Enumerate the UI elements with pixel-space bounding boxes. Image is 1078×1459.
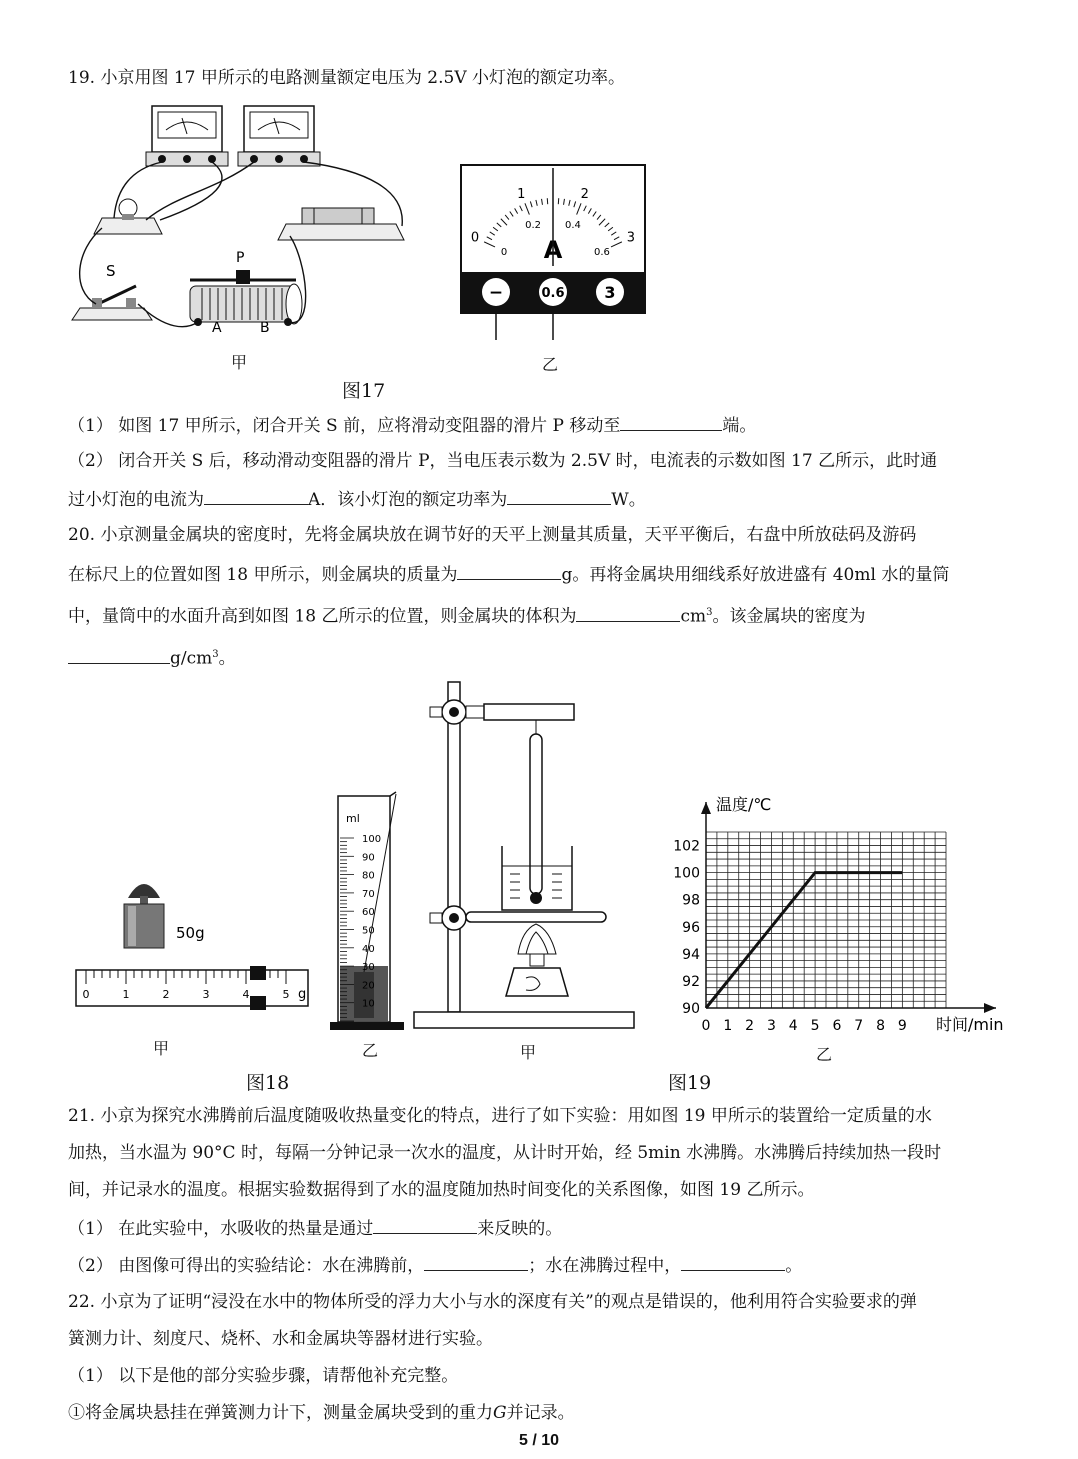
rider-top — [250, 966, 266, 980]
page-number: 5 / 10 — [518, 1432, 560, 1449]
dial-small-tick: 0 — [500, 247, 508, 259]
metal-block — [354, 972, 374, 1018]
chart-x-tick: 4 — [788, 1018, 798, 1034]
chart-x-tick: 2 — [745, 1018, 755, 1034]
chart-x-tick: 6 — [832, 1018, 842, 1034]
cylinder-tick-label: 60 — [362, 907, 375, 919]
q22-line2: 簧测力计、刻度尺、烧杯、水和金属块等器材进行实验。 — [68, 1329, 493, 1349]
fig19-caption: 图19 — [668, 1072, 712, 1094]
scale-tick-label: 2 — [162, 988, 170, 1001]
chart-x-tick: 3 — [766, 1018, 776, 1034]
dial-small-tick: 0.6 — [593, 247, 610, 259]
q19-blank-2[interactable] — [204, 486, 308, 505]
cylinder-tick-label: 20 — [362, 980, 375, 992]
dial-big-tick: 1 — [517, 187, 526, 203]
fig19-jia: 甲 — [520, 1043, 537, 1062]
cylinder-tick-label: 80 — [362, 870, 375, 882]
q20-line4: $g/cm^3$。 — [68, 643, 236, 671]
q21-part2: （2） 由图像可得出的实验结论：水在沸腾前， ；水在沸腾过程中， 。 — [68, 1252, 802, 1278]
q19-part2-line1: （2） 闭合开关 S 后，移动滑动变阻器的滑片 P，当电压表示数为 2.5V 时，电流表的示数如图 17 乙所示，此时通 — [68, 451, 938, 471]
scale-tick-label: 5 — [282, 988, 290, 1001]
fig18-yi: 乙 — [362, 1041, 379, 1060]
scale-tick-label: 3 — [202, 988, 210, 1001]
fig19-apparatus — [410, 678, 640, 1033]
q21-blank-3[interactable] — [681, 1252, 785, 1271]
q21-blank-1[interactable] — [373, 1215, 477, 1234]
q20-line2: 在标尺上的位置如图 18 甲所示，则金属块的质量为 g。再将金属块用细线系好放进盛有 40ml 水的量筒 — [68, 561, 949, 587]
scale-tick-label: 4 — [242, 988, 250, 1001]
chart-ylabel: 温度/℃ — [716, 795, 772, 814]
fig17-caption: 图17 — [342, 380, 386, 402]
chart-x-tick: 0 — [701, 1018, 711, 1034]
terminal-3: 3 — [604, 283, 616, 302]
q22-step1: ①将金属块悬挂在弹簧测力计下，测量金属块受到的重力G并记录。 — [68, 1403, 575, 1423]
q21-line1: 21. 小京为探究水沸腾前后温度随吸收热量变化的特点，进行了如下实验：用如图 19 甲所示的装置给一定质量的水 — [68, 1106, 932, 1126]
cylinder-tick-label: 30 — [362, 962, 375, 974]
dial-big-tick: 3 — [626, 230, 636, 246]
cylinder-tick-label: 40 — [362, 943, 375, 955]
label-p: P — [236, 250, 245, 266]
dial-big-tick: 0 — [470, 230, 480, 246]
q19-stem: 19. 小京用图 17 甲所示的电路测量额定电压为 2.5V 小灯泡的额定功率。 — [68, 68, 625, 88]
q21-line3: 间，并记录水的温度。根据实验数据得到了水的温度随加热时间变化的关系图像，如图 19 乙所示。 — [68, 1180, 815, 1200]
stand-rod — [448, 682, 460, 1012]
label-b: B — [260, 320, 270, 336]
chart-x-tick: 8 — [876, 1018, 886, 1034]
fig17-jia: 甲 — [231, 353, 248, 372]
fig19-yi: 乙 — [816, 1045, 833, 1064]
weight-50g — [124, 884, 164, 948]
dial-small-tick: 0.4 — [564, 219, 581, 231]
q20-blank-2[interactable] — [576, 603, 680, 622]
alcohol-lamp — [506, 968, 568, 996]
rheostat — [190, 270, 302, 326]
cylinder-tick-label: 10 — [362, 998, 375, 1010]
fig18-jia: 甲 — [153, 1039, 170, 1058]
voltmeter — [146, 106, 228, 166]
cylinder-tick-label: 50 — [362, 925, 375, 937]
fig18-balance — [70, 870, 320, 1010]
ammeter-terminals — [482, 278, 624, 306]
weight-label: 50g — [176, 924, 205, 942]
cylinder-tick-label: 100 — [362, 834, 382, 845]
cylinder-unit: ml — [346, 812, 360, 825]
chart-y-tick: 94 — [682, 946, 700, 963]
cylinder-tick-label: 70 — [362, 888, 375, 900]
chart-xlabel: 时间/min — [936, 1015, 1004, 1034]
q19-part1: （1） 如图 17 甲所示，闭合开关 S 前，应将滑动变阻器的滑片 P 移动至 端。 — [68, 412, 756, 438]
scale-unit: g — [298, 987, 307, 1002]
rider-bottom — [250, 996, 266, 1010]
chart-x-tick: 5 — [810, 1018, 820, 1034]
q22-part1: （1） 以下是他的部分实验步骤，请帮他补充完整。 — [68, 1366, 459, 1386]
fig19-chart — [664, 784, 1024, 1046]
q21-line2: 加热，当水温为 90°C 时，每隔一分钟记录一次水的温度，从计时开始，经 5min 水沸腾。水沸腾后持续加热一段时 — [68, 1143, 942, 1163]
ammeter-unit: A — [543, 236, 563, 264]
chart-x-tick: 7 — [854, 1018, 864, 1034]
flame — [518, 924, 556, 954]
chart-y-tick: 96 — [682, 919, 700, 936]
dial-big-tick: 2 — [580, 187, 589, 203]
bulb-board — [94, 199, 162, 234]
terminal-neg: − — [488, 283, 504, 303]
chart-y-tick: 92 — [682, 973, 700, 990]
dial-small-tick: 0.2 — [525, 219, 542, 231]
q22-line1: 22. 小京为了证明“浸没在水中的物体所受的浮力大小与水的深度有关”的观点是错误的，他利用符合实验要求的弹 — [68, 1292, 917, 1312]
chart-x-tick: 1 — [723, 1018, 733, 1034]
cylinder-tick-label: 90 — [362, 852, 375, 864]
scale-tick-label: 0 — [82, 988, 90, 1001]
fig17-yi: 乙 — [542, 355, 559, 374]
resistor-board — [278, 208, 404, 240]
q20-blank-3[interactable] — [68, 645, 170, 664]
q20-line3: 中，量筒中的水面升高到如图 18 乙所示的位置，则金属块的体积为 $cm^3$。该金属块的密度为 — [68, 601, 865, 629]
q20-blank-1[interactable] — [457, 561, 561, 580]
label-s: S — [106, 262, 116, 280]
ring-support — [466, 912, 606, 922]
label-a: A — [212, 320, 222, 336]
q19-blank-3[interactable] — [507, 486, 611, 505]
q21-part1: （1） 在此实验中，水吸收的热量是通过 来反映的。 — [68, 1215, 562, 1241]
q19-blank-1[interactable] — [620, 412, 722, 431]
thermometer — [530, 734, 542, 894]
terminal-06: 0.6 — [541, 286, 565, 301]
chart-y-tick: 102 — [673, 838, 700, 855]
ammeter-small — [238, 106, 320, 166]
chart-y-tick: 90 — [682, 1001, 700, 1017]
chart-y-tick: 100 — [673, 865, 700, 882]
scale-tick-label: 1 — [122, 988, 130, 1001]
q21-blank-2[interactable] — [424, 1252, 528, 1271]
fig17-ammeter — [458, 162, 648, 342]
rider-scale — [76, 970, 308, 1006]
clamp-arm — [484, 704, 574, 720]
chart-x-tick: 9 — [897, 1018, 907, 1034]
q19-part2-line2: 过小灯泡的电流为 A．该小灯泡的额定功率为 W。 — [68, 486, 646, 512]
stand-base — [414, 1012, 634, 1028]
fig18-caption: 图18 — [246, 1072, 290, 1094]
chart-y-tick: 98 — [682, 892, 700, 909]
fig17-circuit — [66, 100, 426, 340]
fig18-cylinder — [330, 790, 410, 1035]
q20-line1: 20. 小京测量金属块的密度时，先将金属块放在调节好的天平上测量其质量，天平平衡后，右盘中所放砝码及游码 — [68, 525, 917, 545]
